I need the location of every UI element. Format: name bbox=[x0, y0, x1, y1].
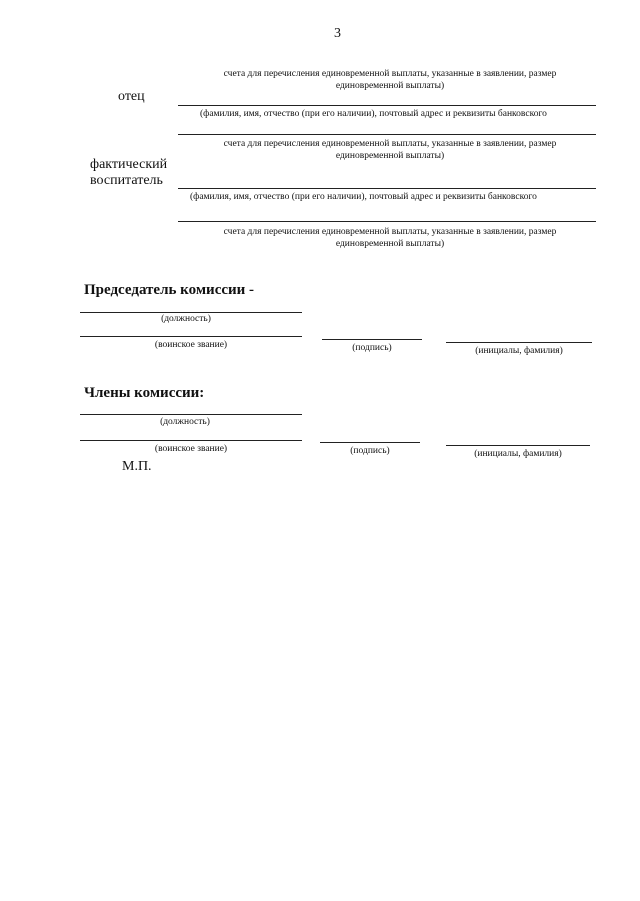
members-initials-line[interactable] bbox=[446, 445, 590, 446]
account-caption-1: счета для перечисления единовременной выплаты, указанные в заявлении, размер единовременной выплаты) bbox=[223, 69, 557, 91]
members-initials-caption: (инициалы, фамилия) bbox=[474, 449, 562, 459]
chairman-position-caption: (должность) bbox=[161, 314, 211, 324]
members-rank-caption: (воинское звание) bbox=[154, 444, 228, 454]
chairman-rank-caption: (воинское звание) bbox=[154, 340, 228, 350]
father-label: отец bbox=[118, 89, 145, 104]
guardian-name-caption: (фамилия, имя, отчество (при его наличии), почтовый адрес и реквизиты банковского bbox=[190, 192, 537, 202]
chairman-initials-line[interactable] bbox=[446, 342, 592, 343]
members-rank-line[interactable] bbox=[80, 440, 302, 441]
father-name-caption: (фамилия, имя, отчество (при его наличии), почтовый адрес и реквизиты банковского bbox=[200, 109, 547, 119]
members-position-caption: (должность) bbox=[160, 417, 210, 427]
chairman-signature-line[interactable] bbox=[322, 339, 422, 340]
stamp-label: М.П. bbox=[122, 459, 152, 474]
members-title: Члены комиссии: bbox=[84, 385, 205, 401]
account-caption-2: счета для перечисления единовременной выплаты, указанные в заявлении, размер единовременной выплаты) bbox=[223, 139, 557, 161]
page-number: 3 bbox=[334, 26, 341, 41]
guardian-account-line[interactable] bbox=[178, 221, 596, 222]
chairman-signature-caption: (подпись) bbox=[352, 343, 392, 353]
father-account-line[interactable] bbox=[178, 134, 596, 135]
account-caption-3: счета для перечисления единовременной выплаты, указанные в заявлении, размер единовременной выплаты) bbox=[223, 227, 557, 249]
chairman-initials-caption: (инициалы, фамилия) bbox=[475, 346, 563, 356]
members-signature-line[interactable] bbox=[320, 442, 420, 443]
guardian-name-line[interactable] bbox=[178, 188, 596, 189]
father-name-line[interactable] bbox=[178, 105, 596, 106]
chairman-rank-line[interactable] bbox=[80, 336, 302, 337]
chairman-title: Председатель комиссии - bbox=[84, 282, 255, 298]
guardian-label: фактический воспитатель bbox=[90, 157, 168, 188]
members-signature-caption: (подпись) bbox=[350, 446, 390, 456]
members-position-line[interactable] bbox=[80, 414, 302, 415]
